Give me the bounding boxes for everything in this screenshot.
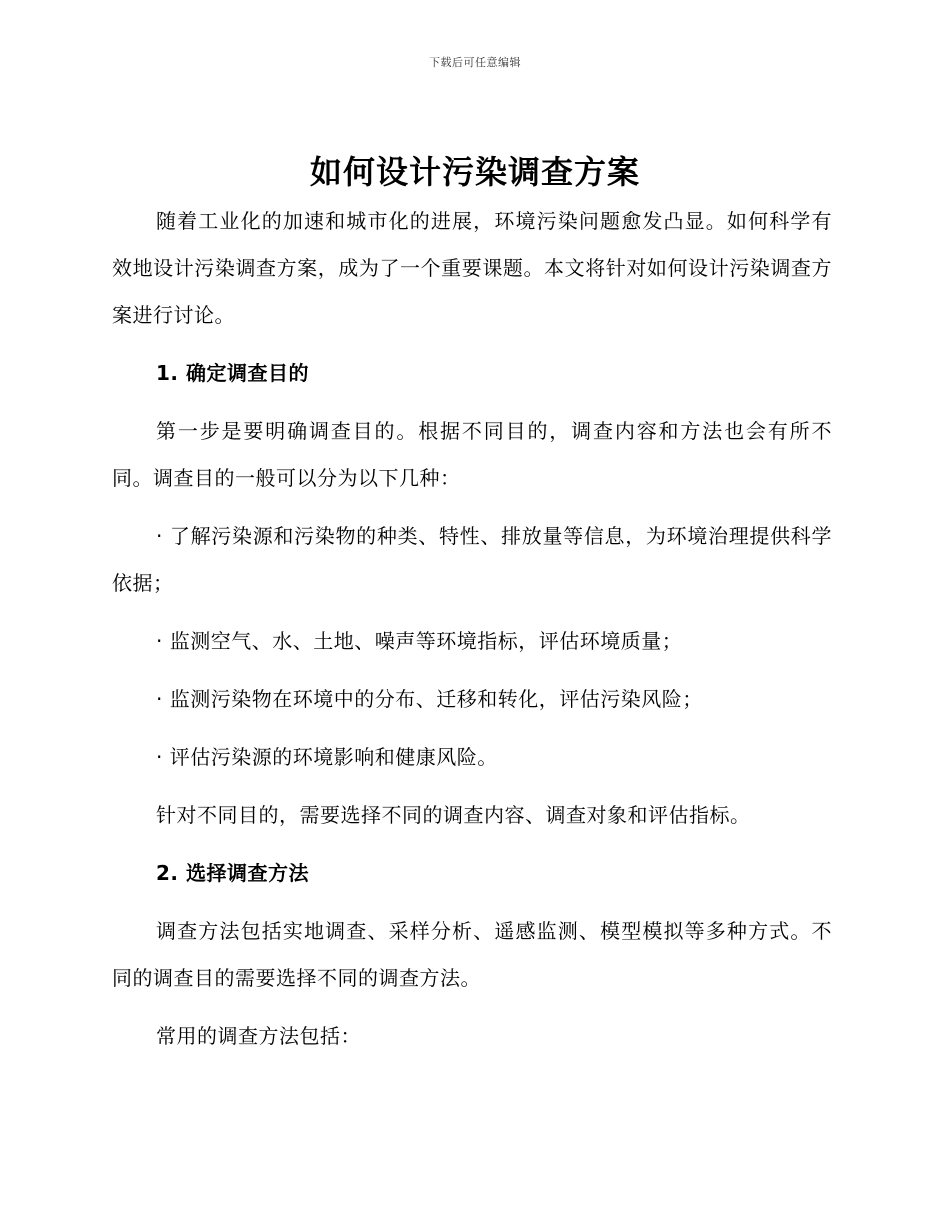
intro-paragraph: 随着工业化的加速和城市化的进展，环境污染问题愈发凸显。如何科学有效地设计污染调查方案，成为了一个重要课题。本文将针对如何设计污染调查方案进行讨论。: [112, 209, 832, 327]
bullet-item-3: · 监测污染物在环境中的分布、迁移和转化，评估污染风险；: [156, 687, 703, 711]
paragraph-summary: 针对不同目的，需要选择不同的调查内容、调查对象和评估指标。: [156, 803, 751, 827]
bullet-item-2: · 监测空气、水、土地、噪声等环境指标，评估环境质量；: [156, 629, 683, 653]
section-heading-2: 2. 选择调查方法: [156, 861, 309, 885]
paragraph-common-methods: 常用的调查方法包括：: [156, 1024, 361, 1048]
document-title: 如何设计污染调查方案: [309, 153, 640, 191]
paragraph-methods: 调查方法包括实地调查、采样分析、遥感监测、模型模拟等多种方式。不同的调查目的需要选择不同的调查方法。: [112, 919, 832, 990]
paragraph-purpose: 第一步是要明确调查目的。根据不同目的，调查内容和方法也会有所不同。调查目的一般可以分为以下几种：: [112, 419, 832, 490]
bullet-item-1: · 了解污染源和污染物的种类、特性、排放量等信息，为环境治理提供科学依据；: [112, 524, 832, 595]
header-note: 下载后可任意编辑: [429, 56, 521, 69]
bullet-item-4: · 评估污染源的环境影响和健康风险。: [156, 745, 498, 769]
document-body: [112, 198, 832, 1071]
section-heading-1: 1. 确定调查目的: [156, 361, 309, 385]
